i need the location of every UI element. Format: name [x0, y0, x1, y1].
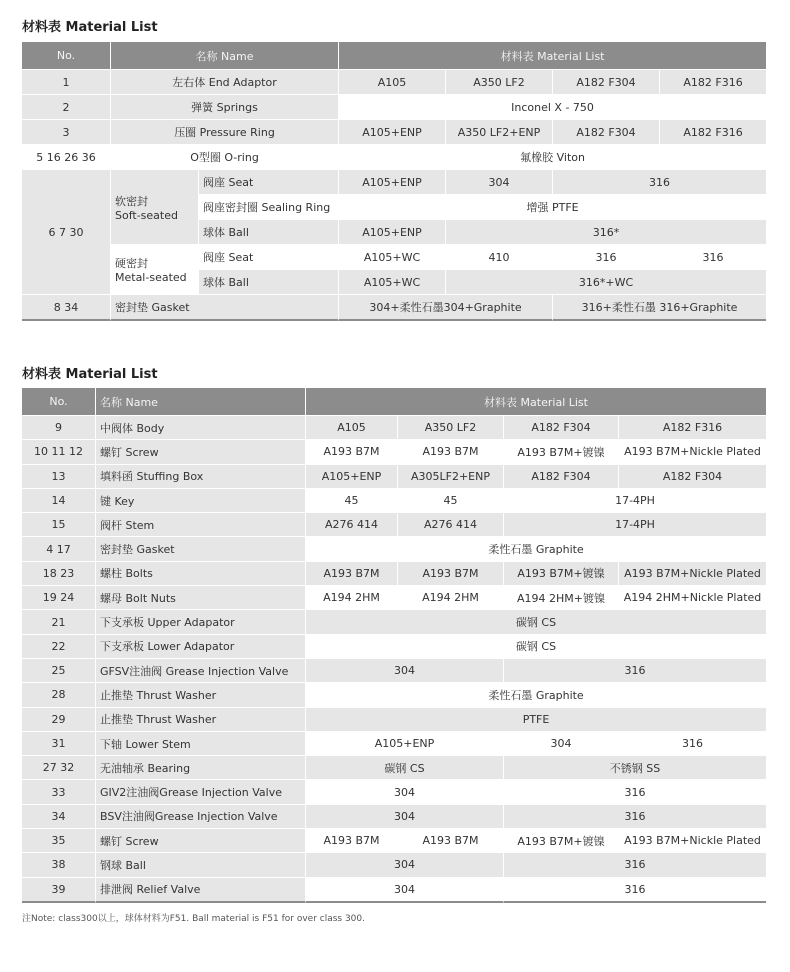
- row-no: 22: [22, 635, 95, 659]
- material-cell: A193 B7M: [397, 562, 503, 586]
- row-name: 下支承板 Lower Adapator: [95, 635, 305, 659]
- material-cell: 不锈钢 SS: [503, 756, 766, 780]
- table-row: 球体 Ball A105+WC 316*+WC: [22, 270, 766, 295]
- row-name: 无油轴承 Bearing: [95, 756, 305, 780]
- metal-seated-label: 硬密封 Metal-seated: [110, 245, 198, 295]
- row-name: 止推垫 Thrust Washer: [95, 683, 305, 707]
- table-row: [22, 659, 766, 683]
- table-row: [22, 878, 766, 903]
- row-no: 15: [22, 513, 95, 537]
- soft-seated-label: 软密封 Soft-seated: [110, 170, 198, 245]
- row-name: 密封垫 Gasket: [95, 537, 305, 561]
- row-no: 18 23: [22, 562, 95, 586]
- row-no: 39: [22, 878, 95, 903]
- material-cell: 17-4PH: [503, 489, 766, 513]
- row-no: 4 17: [22, 537, 95, 561]
- material-cell: A182 F316: [618, 416, 766, 440]
- row-name: 螺柱 Bolts: [95, 562, 305, 586]
- table-row: [22, 513, 766, 537]
- row-no: 31: [22, 732, 95, 756]
- material-cell: A350 LF2: [397, 416, 503, 440]
- row-no: 10 11 12: [22, 440, 95, 464]
- row-name: GFSV注油阀 Grease Injection Valve: [95, 659, 305, 683]
- row-no: 34: [22, 805, 95, 829]
- header-material: 材料表 Material List: [338, 42, 766, 70]
- row-no: 14: [22, 489, 95, 513]
- table-row: 硬密封 Metal-seated 阀座 Seat A105+WC 410 316 316: [22, 245, 766, 270]
- row-no: 13: [22, 465, 95, 489]
- table-row: [22, 610, 766, 634]
- material-cell: 碳钢 CS: [305, 635, 766, 659]
- material-cell: A193 B7M+镀镍: [503, 440, 618, 464]
- table-row: [22, 780, 766, 804]
- row-no: 27 32: [22, 756, 95, 780]
- row-no: 33: [22, 780, 95, 804]
- material-cell: A193 B7M+镀镍: [503, 562, 618, 586]
- table-row: 2 弹簧 Springs Inconel X - 750: [22, 95, 766, 120]
- row-no: 25: [22, 659, 95, 683]
- material-cell: A105+ENP: [305, 732, 503, 756]
- material-cell: A193 B7M+Nickle Plated: [618, 562, 766, 586]
- row-no: 29: [22, 708, 95, 732]
- table2-title: 材料表 Material List: [22, 367, 158, 382]
- row-no: 19 24: [22, 586, 95, 610]
- row-no: 9: [22, 416, 95, 440]
- table-row: 1 左右体 End Adaptor A105 A350 LF2 A182 F304 A182 F316: [22, 70, 766, 95]
- table-row: [22, 732, 766, 756]
- material-cell: 304: [305, 805, 503, 829]
- table-row: 球体 Ball A105+ENP 316*: [22, 220, 766, 245]
- material-cell: A182 F304: [618, 465, 766, 489]
- header-name: 名称 Name: [95, 388, 305, 416]
- material-cell: A193 B7M+Nickle Plated: [618, 440, 766, 464]
- table-header: [22, 388, 766, 416]
- table-row: [22, 440, 766, 464]
- table-row: [22, 489, 766, 513]
- material-cell: 柔性石墨 Graphite: [305, 537, 766, 561]
- material-cell: 45: [305, 489, 397, 513]
- header-name: 名称 Name: [110, 42, 338, 70]
- material-cell: 45: [397, 489, 503, 513]
- table-row: [22, 829, 766, 853]
- table-row: 5 16 26 36 O型圈 O-ring 氟橡胶 Viton: [22, 145, 766, 170]
- material-cell: A305LF2+ENP: [397, 465, 503, 489]
- material-cell: 304: [305, 780, 503, 804]
- material-cell: 316: [503, 659, 766, 683]
- table-row: [22, 756, 766, 780]
- row-no: 28: [22, 683, 95, 707]
- material-cell: A276 414: [397, 513, 503, 537]
- material-cell: 316: [503, 853, 766, 877]
- table-row: [22, 537, 766, 561]
- table-row: [22, 683, 766, 707]
- material-cell: A193 B7M+Nickle Plated: [618, 829, 766, 853]
- table-row: [22, 635, 766, 659]
- row-name: 键 Key: [95, 489, 305, 513]
- row-no: 38: [22, 853, 95, 877]
- material-cell: A105: [305, 416, 397, 440]
- table-header: [22, 42, 766, 70]
- header-material: 材料表 Material List: [305, 388, 766, 416]
- material-cell: 304: [305, 878, 503, 903]
- row-name: GIV2注油阀Grease Injection Valve: [95, 780, 305, 804]
- row-name: 中阀体 Body: [95, 416, 305, 440]
- table-row: [22, 805, 766, 829]
- row-no: 35: [22, 829, 95, 853]
- material-cell: A182 F304: [503, 465, 618, 489]
- material-cell: A194 2HM+Nickle Plated: [618, 586, 766, 610]
- row-name: 下轴 Lower Stem: [95, 732, 305, 756]
- material-cell: A182 F304: [503, 416, 618, 440]
- row-name: 钢球 Ball: [95, 853, 305, 877]
- material-cell: 碳钢 CS: [305, 756, 503, 780]
- material-cell: A105+ENP: [305, 465, 397, 489]
- table-row: [22, 586, 766, 610]
- row-name: 下支承板 Upper Adapator: [95, 610, 305, 634]
- material-cell: 304: [305, 659, 503, 683]
- material-cell: PTFE: [305, 708, 766, 732]
- material-cell: A194 2HM: [397, 586, 503, 610]
- seat-group-no: 6 7 30: [22, 170, 110, 295]
- material-cell: 304: [503, 732, 618, 756]
- table-row: 6 7 30 软密封 Soft-seated 阀座 Seat A105+ENP 304 316: [22, 170, 766, 195]
- row-name: 螺母 Bolt Nuts: [95, 586, 305, 610]
- material-cell: A193 B7M: [397, 440, 503, 464]
- material-cell: A193 B7M+镀镍: [503, 829, 618, 853]
- table-row: 8 34 密封垫 Gasket 304+柔性石墨304+Graphite 316+柔性石墨 316+Graphite: [22, 295, 766, 321]
- header-no: No.: [22, 42, 110, 70]
- row-name: 止推垫 Thrust Washer: [95, 708, 305, 732]
- material-cell: 316: [618, 732, 766, 756]
- row-name: 排泄阀 Relief Valve: [95, 878, 305, 903]
- row-name: 螺钉 Screw: [95, 440, 305, 464]
- table1-title: 材料表 Material List: [22, 20, 158, 35]
- table-row: [22, 416, 766, 440]
- material-table-2: [22, 388, 766, 903]
- material-cell: 17-4PH: [503, 513, 766, 537]
- table-row: 3 压圈 Pressure Ring A105+ENP A350 LF2+ENP A182 F304 A182 F316: [22, 120, 766, 145]
- material-cell: A276 414: [305, 513, 397, 537]
- table-row: [22, 562, 766, 586]
- material-cell: 316: [503, 780, 766, 804]
- header-no: No.: [22, 388, 95, 416]
- material-cell: A193 B7M: [305, 829, 397, 853]
- row-no: 21: [22, 610, 95, 634]
- material-cell: 316: [503, 805, 766, 829]
- material-cell: 碳钢 CS: [305, 610, 766, 634]
- material-cell: A193 B7M: [305, 562, 397, 586]
- table-row: [22, 708, 766, 732]
- material-cell: A193 B7M: [305, 440, 397, 464]
- material-cell: 316: [503, 878, 766, 903]
- material-table-1: [22, 42, 766, 321]
- row-name: 阀杆 Stem: [95, 513, 305, 537]
- table-row: 阀座密封圈 Sealing Ring 增强 PTFE: [22, 195, 766, 220]
- row-name: 填料函 Stuffing Box: [95, 465, 305, 489]
- material-cell: A194 2HM+镀镍: [503, 586, 618, 610]
- material-cell: 304: [305, 853, 503, 877]
- row-name: 螺钉 Screw: [95, 829, 305, 853]
- footnote: 注Note: class300以上，球体材料为F51. Ball material is F51 for over class 300.: [22, 914, 365, 924]
- table-row: [22, 465, 766, 489]
- table-row: [22, 853, 766, 877]
- material-cell: A194 2HM: [305, 586, 397, 610]
- row-name: BSV注油阀Grease Injection Valve: [95, 805, 305, 829]
- material-cell: 柔性石墨 Graphite: [305, 683, 766, 707]
- material-cell: A193 B7M: [397, 829, 503, 853]
